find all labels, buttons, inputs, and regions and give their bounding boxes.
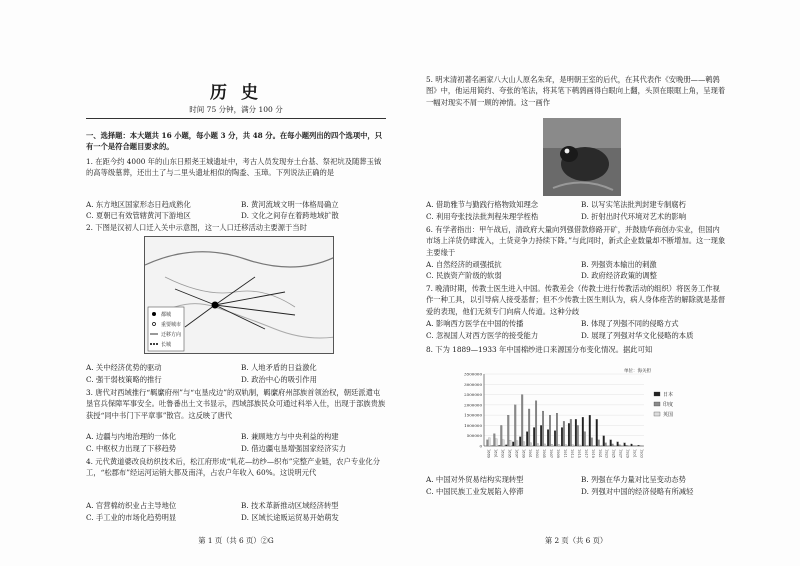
q2-option-d: D. 政治中心的吸引作用: [241, 375, 317, 384]
bar: [579, 445, 581, 446]
painting-graphic: [543, 118, 621, 196]
legend-capital: 都城: [161, 312, 172, 318]
x-tick-label: 1933: [639, 449, 644, 458]
bar: [514, 405, 516, 446]
bar: [612, 444, 614, 446]
bar: [591, 438, 593, 446]
q3-option-b: B. 兼顾地方与中央利益的构建: [241, 432, 339, 441]
y-tick-label: 3500000: [464, 371, 482, 377]
y-tick-label: 1500000: [464, 412, 482, 418]
bar: [603, 436, 605, 446]
bar: [549, 415, 551, 446]
section-heading: 一、选择题：本大题共 16 小题，每小题 3 分，共 48 分。在每小题列出的四个选项中，只有一个是符合题目要求的。: [86, 131, 383, 152]
q3-option-c: C. 中枢权力出现了下移趋势: [86, 444, 177, 453]
q2-option-b: B. 人地矛盾的日益激化: [241, 363, 317, 372]
q6-option-d: D. 政府经济政策的调整: [581, 271, 657, 280]
bar: [568, 423, 570, 446]
x-tick-label: 1927: [618, 449, 623, 458]
x-tick-label: 1897: [514, 449, 519, 458]
bar: [600, 445, 602, 446]
x-tick-label: 1921: [597, 449, 602, 458]
bar: [488, 438, 490, 446]
bar: [584, 432, 586, 446]
x-tick-label: 1907: [549, 449, 554, 458]
q7-option-a: A. 影响西方医学在中国的传播: [426, 319, 524, 328]
x-tick-label: 1891: [493, 449, 498, 458]
bar: [582, 417, 584, 446]
page-2-footer: 第 2 页（共 6 页）: [544, 536, 608, 545]
q5-option-a: A. 借助雅节与勤践行格物致知理念: [426, 200, 539, 209]
bar: [619, 445, 621, 446]
question-7-stem: 7. 晚清时期，传教士医生进入中国。传教差会（传教士进行传教活动的组织）将医务工作视作一种工具，以引导病人接受基督；但不少传教士医生则认为，病人身体痊苦的解除就是基督爱的表现，他们无须专门向病人传道。这种分歧: [426, 284, 726, 316]
quail-painting-image: [543, 118, 621, 196]
x-tick-label: 1911: [563, 449, 567, 458]
bar: [507, 415, 509, 446]
question-4-stem: 4. 元代黄道婆改良纺织技术后，松江府形成“轧花—纺纱—织布”完整产业链，农户专业化分工，“松郡布”经运河运销大都及南洋，占农户年收入 60%。这说明元代: [86, 457, 381, 478]
y-tick-label: 3000000: [464, 381, 482, 387]
bar: [596, 419, 598, 446]
bar: [558, 444, 560, 446]
q7-option-d: D. 展现了列强对华文化侵略的本质: [581, 331, 694, 340]
bar: [500, 425, 502, 446]
x-tick-label: 1913: [569, 449, 574, 458]
q4-option-d: D. 区域长途贩运贸易开始萌发: [241, 513, 339, 522]
bar: [495, 439, 497, 446]
bar: [631, 444, 633, 446]
bar: [624, 443, 626, 446]
bar: [593, 445, 595, 446]
bar: [547, 430, 549, 446]
legend-label: 英国: [663, 412, 674, 418]
y-unit-label: 单位：海关担: [624, 369, 651, 374]
bar: [533, 427, 535, 446]
q8-option-c: C. 中国民族工业发展陷入停滞: [426, 487, 524, 496]
q6-option-c: C. 民族资产阶级的软弱: [426, 271, 502, 280]
map-legend: [161, 310, 181, 350]
x-tick-label: 1895: [507, 449, 512, 458]
bar: [589, 415, 591, 446]
bar: [528, 409, 530, 446]
bar: [586, 445, 588, 446]
question-6-stem: 6. 有学者指出：甲午战后，清政府大量向列强借款修路开矿，并鼓励华商创办实业，但国内市场上洋货仍肆流入，土货竞争力持续下降。”与此同时，新式企业数量却不断增加。这一现象主要缘于: [426, 225, 726, 257]
x-tick-label: 1915: [576, 449, 581, 458]
y-tick-label: 2500000: [464, 392, 482, 398]
x-tick-label: 1905: [542, 449, 547, 458]
q4-option-c: C. 手工业的市场化趋势明显: [86, 513, 177, 522]
q2-option-c: C. 强干弱枝策略的推行: [86, 375, 162, 384]
q3-option-a: A. 边疆与内地治理的一体化: [86, 432, 177, 441]
bar: [563, 421, 565, 446]
page-2: [426, 0, 726, 566]
x-tick-label: 1889: [486, 449, 491, 458]
x-tick-label: 1909: [556, 449, 561, 458]
bar: [551, 444, 553, 446]
bar: [526, 432, 528, 446]
bar: [626, 445, 628, 446]
bar: [521, 395, 523, 446]
bar: [570, 419, 572, 446]
q1-option-b: B. 黄河流域文明一体格局确立: [241, 200, 339, 209]
bar: [544, 444, 546, 446]
bar: [610, 440, 612, 446]
legend-swatch: [654, 402, 660, 406]
bar: [516, 441, 518, 446]
exam-subtitle: 时间 75 分钟，满分 100 分: [189, 105, 283, 114]
cotton-yarn-chart: [454, 366, 698, 466]
exam-title: 历 史: [210, 83, 262, 103]
q5-option-c: C. 利用夸张技法批判程朱理学桎梏: [426, 212, 539, 221]
q8-option-d: D. 列强对中国的经济侵略有所减轻: [581, 487, 694, 496]
bar: [530, 443, 532, 446]
bar: [638, 445, 640, 446]
legend-city: 重要城市: [161, 322, 182, 328]
x-tick-label: 1899: [521, 449, 526, 458]
x-tick-label: 1931: [632, 449, 637, 458]
q1-option-a: A. 东方地区国家形态日趋成熟化: [86, 200, 191, 209]
q4-option-a: A. 官营棉纺织业占主导地位: [86, 501, 177, 510]
bar: [540, 425, 542, 446]
y-tick-label: 500000: [466, 433, 482, 439]
bar: [519, 437, 521, 446]
q2-option-a: A. 关中经济优势的驱动: [86, 363, 162, 372]
q5-option-b: B. 以写实笔法批判封建专制腐朽: [581, 200, 686, 209]
page-1-footer: 第 1 页（共 6 页）②G: [198, 536, 274, 545]
question-8-stem: 8. 下为 1889—1933 年中国棉纱进口来源国分布变化情况。据此可知: [426, 345, 653, 354]
y-tick-label: 1000000: [464, 422, 482, 428]
bar: [572, 445, 574, 446]
bar: [565, 445, 567, 446]
bar: [487, 440, 489, 446]
legend-swatch: [654, 412, 660, 416]
bar: [537, 444, 539, 446]
q3-option-d: D. 借边疆屯垦增强国家经济实力: [241, 444, 347, 453]
chart-svg: [454, 366, 698, 466]
legend-label: 日本: [663, 392, 674, 398]
bar: [505, 445, 507, 446]
legend-swatch: [654, 392, 660, 396]
question-1-stem: 1. 在距今约 4000 年的山东日照尧王城遗址中，考古人员发现夯土台基、祭祀坑及随葬玉钺的高等级墓葬，还出土了与二里头遗址相似的陶盉、玉璋。下列说法正确的是: [86, 157, 382, 178]
q6-option-a: A. 自然经济的顽强抵抗: [426, 260, 502, 269]
legend-direction: 迁移方向: [161, 332, 182, 338]
bar: [561, 427, 563, 446]
page-1: [86, 0, 386, 566]
question-3-stem: 3. 唐代对西域推行“羁縻府州”与“屯垦戍边”的双轨制，羁縻府州部族首领治权，朝廷派遣屯垦官兵保障军事安全。吐鲁番出土文书显示，西域部族民众可通过科举入仕，出现于部族贵族获授“同中书门下平章事”散官。这反映了唐代: [86, 388, 386, 420]
legend-label: 印度: [663, 402, 674, 408]
x-tick-label: 1919: [590, 449, 595, 458]
bar: [542, 411, 544, 446]
x-tick-label: 1925: [611, 449, 616, 458]
q6-option-b: B. 列强资本输出的刺激: [581, 260, 657, 269]
q8-option-b: B. 列强在华力量对比呈变动态势: [581, 475, 686, 484]
bar: [556, 413, 558, 446]
migration-map: [144, 236, 334, 354]
q4-option-b: B. 技术革新推动区域经济转型: [241, 501, 339, 510]
x-tick-label: 1917: [583, 449, 588, 458]
bar: [535, 401, 537, 446]
x-tick-label: 1893: [500, 449, 505, 458]
q5-option-d: D. 折射出时代环境对艺术的影响: [581, 212, 687, 221]
bar: [502, 440, 504, 446]
bar: [577, 425, 579, 446]
y-tick-label: 2000000: [464, 402, 482, 408]
q1-option-d: D. 文化之间存在着跨地域扩散: [241, 211, 339, 220]
question-2-stem: 2. 下图是汉初人口迁入关中示意图，这一人口迁移活动主要源于当时: [86, 223, 307, 232]
x-tick-label: 1923: [604, 449, 609, 458]
bar: [617, 442, 619, 446]
q1-option-c: C. 夏朝已有效管辖黄河下游地区: [86, 211, 191, 220]
bar: [554, 431, 556, 446]
q7-option-c: C. 忽视国人对西方医学的接受能力: [426, 331, 539, 340]
bar: [509, 440, 511, 446]
legend-wall: 长城: [161, 342, 172, 348]
bar: [512, 442, 514, 446]
x-tick-label: 1929: [625, 449, 630, 458]
x-tick-label: 1901: [528, 449, 533, 458]
bar: [598, 440, 600, 446]
question-5-stem: 5. 明末清初著名画家八大山人原名朱耷，是明朝王室的后代，在其代表作《安晚册——鹌鹑图》中，他运用简约、夸张的笔法，将其笔下鹌鹑画得白眼向上翻，头顶在眼眶上角，呈现着一幅对现实不屑一顾的神情。这一画作: [426, 75, 726, 107]
bar: [575, 419, 577, 446]
q8-option-a: A. 中国对外贸易结构实现转型: [426, 475, 524, 484]
x-tick-label: 1903: [535, 449, 540, 458]
bar: [493, 434, 495, 446]
bar: [605, 443, 607, 446]
q7-option-b: B. 体现了列强不同的侵略方式: [581, 319, 679, 328]
bar: [523, 442, 525, 446]
y-tick-label: 0: [479, 443, 482, 449]
divider: [86, 118, 386, 119]
bar: [498, 445, 500, 446]
